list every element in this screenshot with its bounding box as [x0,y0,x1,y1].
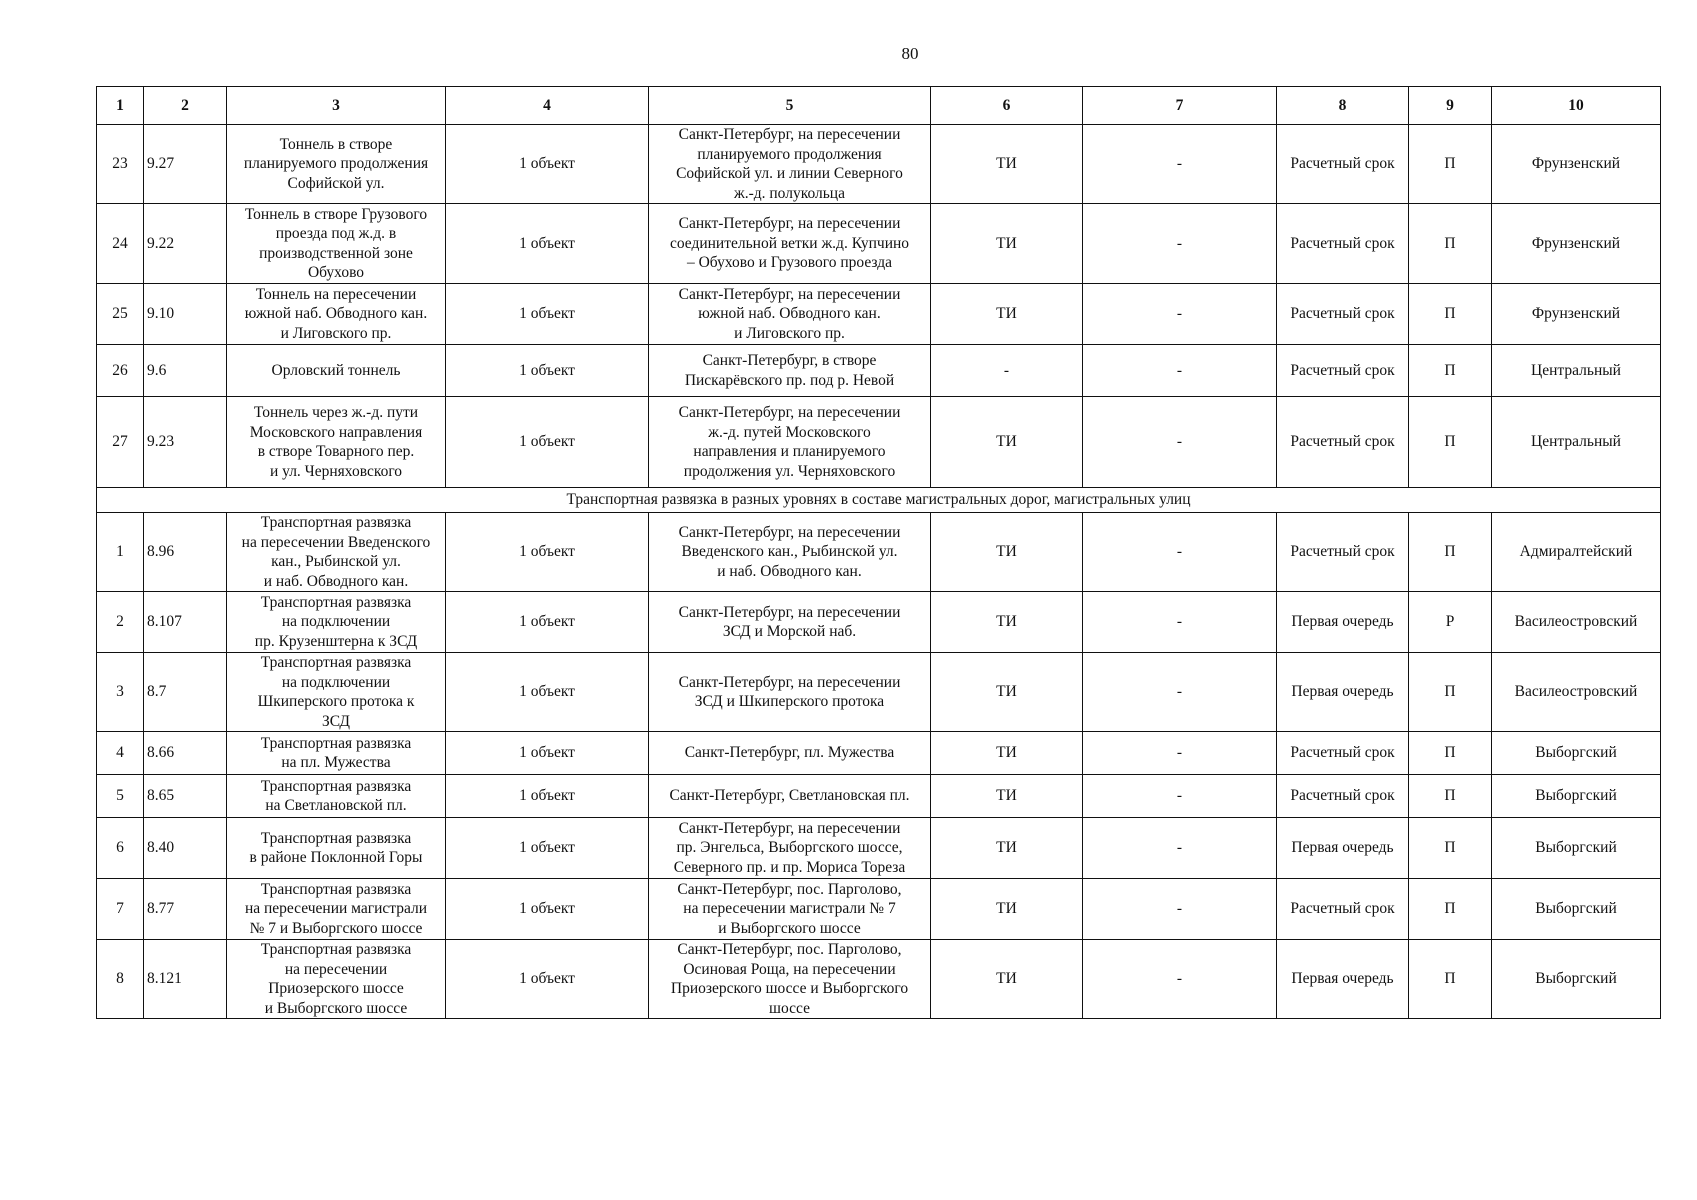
object-name-cell: Тоннель через ж.-д. пути Московского направления в створе Товарного пер. и ул. Черняховского [227,397,446,488]
district-cell: Центральный [1492,397,1661,488]
timeframe-cell: Первая очередь [1277,592,1409,653]
type-cell: - [931,345,1083,397]
column-header-1: 1 [97,87,144,125]
timeframe-cell: Расчетный срок [1277,345,1409,397]
timeframe-cell: Расчетный срок [1277,879,1409,940]
quantity-cell: 1 объект [446,653,649,732]
type-cell: ТИ [931,775,1083,818]
location-cell: Санкт-Петербург, на пересечении ЗСД и Морской наб. [649,592,931,653]
section-title: Транспортная развязка в разных уровнях в составе магистральных дорог, магистральных улиц [97,488,1661,513]
timeframe-cell: Первая очередь [1277,940,1409,1019]
object-name-cell: Транспортная развязка на пересечении магистрали № 7 и Выборгского шоссе [227,879,446,940]
status-cell: П [1409,513,1492,592]
objects-table [96,86,1661,1019]
table-row [97,204,1661,284]
object-code-cell: 8.65 [144,775,227,818]
location-cell: Санкт-Петербург, пос. Парголово, Осиновая Роща, на пересечении Приозерского шоссе и Выборгского шоссе [649,940,931,1019]
table-header-row [97,87,1661,125]
section-title-row [97,488,1661,513]
status-cell: П [1409,732,1492,775]
status-cell: П [1409,204,1492,284]
status-cell: П [1409,775,1492,818]
object-name-cell: Транспортная развязка на пересечении Приозерского шоссе и Выборгского шоссе [227,940,446,1019]
location-cell: Санкт-Петербург, на пересечении ж.-д. путей Московского направления и планируемого продолжения ул. Черняховского [649,397,931,488]
quantity-cell: 1 объект [446,125,649,204]
type-cell: ТИ [931,397,1083,488]
column-header-8: 8 [1277,87,1409,125]
object-code-cell: 9.6 [144,345,227,397]
status-cell: П [1409,345,1492,397]
column-7-value-cell: - [1083,284,1277,345]
quantity-cell: 1 объект [446,513,649,592]
timeframe-cell: Расчетный срок [1277,284,1409,345]
row-number-cell: 3 [97,653,144,732]
quantity-cell: 1 объект [446,284,649,345]
location-cell: Санкт-Петербург, на пересечении пр. Энгельса, Выборгского шоссе, Северного пр. и пр. Мориса Тореза [649,818,931,879]
column-7-value-cell: - [1083,125,1277,204]
table-row [97,125,1661,204]
object-code-cell: 8.121 [144,940,227,1019]
column-header-7: 7 [1083,87,1277,125]
table-row [97,653,1661,732]
type-cell: ТИ [931,879,1083,940]
object-code-cell: 9.27 [144,125,227,204]
district-cell: Выборгский [1492,775,1661,818]
status-cell: П [1409,879,1492,940]
location-cell: Санкт-Петербург, пос. Парголово, на пересечении магистрали № 7 и Выборгского шоссе [649,879,931,940]
column-7-value-cell: - [1083,513,1277,592]
table-row [97,513,1661,592]
column-header-10: 10 [1492,87,1661,125]
quantity-cell: 1 объект [446,879,649,940]
table-row [97,345,1661,397]
district-cell: Центральный [1492,345,1661,397]
quantity-cell: 1 объект [446,345,649,397]
row-number-cell: 7 [97,879,144,940]
object-name-cell: Орловский тоннель [227,345,446,397]
object-name-cell: Тоннель в створе планируемого продолжения Софийской ул. [227,125,446,204]
object-name-cell: Тоннель на пересечении южной наб. Обводного кан. и Лиговского пр. [227,284,446,345]
object-code-cell: 9.10 [144,284,227,345]
status-cell: Р [1409,592,1492,653]
status-cell: П [1409,397,1492,488]
type-cell: ТИ [931,513,1083,592]
quantity-cell: 1 объект [446,940,649,1019]
status-cell: П [1409,818,1492,879]
quantity-cell: 1 объект [446,775,649,818]
object-code-cell: 8.77 [144,879,227,940]
column-header-3: 3 [227,87,446,125]
district-cell: Василеостровский [1492,653,1661,732]
quantity-cell: 1 объект [446,397,649,488]
column-header-6: 6 [931,87,1083,125]
column-7-value-cell: - [1083,879,1277,940]
column-7-value-cell: - [1083,653,1277,732]
column-header-5: 5 [649,87,931,125]
type-cell: ТИ [931,732,1083,775]
object-name-cell: Транспортная развязка на пересечении Введенского кан., Рыбинской ул. и наб. Обводного кан. [227,513,446,592]
row-number-cell: 6 [97,818,144,879]
type-cell: ТИ [931,204,1083,284]
column-7-value-cell: - [1083,732,1277,775]
object-code-cell: 8.96 [144,513,227,592]
timeframe-cell: Первая очередь [1277,653,1409,732]
location-cell: Санкт-Петербург, Светлановская пл. [649,775,931,818]
row-number-cell: 1 [97,513,144,592]
timeframe-cell: Расчетный срок [1277,397,1409,488]
row-number-cell: 25 [97,284,144,345]
object-name-cell: Тоннель в створе Грузового проезда под ж.д. в производственной зоне Обухово [227,204,446,284]
table-row [97,397,1661,488]
type-cell: ТИ [931,592,1083,653]
object-name-cell: Транспортная развязка на Светлановской пл. [227,775,446,818]
row-number-cell: 2 [97,592,144,653]
table-row [97,732,1661,775]
location-cell: Санкт-Петербург, в створе Пискарёвского пр. под р. Невой [649,345,931,397]
object-code-cell: 8.107 [144,592,227,653]
object-name-cell: Транспортная развязка на пл. Мужества [227,732,446,775]
column-7-value-cell: - [1083,818,1277,879]
status-cell: П [1409,125,1492,204]
column-header-9: 9 [1409,87,1492,125]
column-7-value-cell: - [1083,775,1277,818]
type-cell: ТИ [931,818,1083,879]
location-cell: Санкт-Петербург, на пересечении южной наб. Обводного кан. и Лиговского пр. [649,284,931,345]
object-name-cell: Транспортная развязка в районе Поклонной Горы [227,818,446,879]
row-number-cell: 5 [97,775,144,818]
row-number-cell: 24 [97,204,144,284]
type-cell: ТИ [931,125,1083,204]
district-cell: Выборгский [1492,732,1661,775]
location-cell: Санкт-Петербург, на пересечении планируемого продолжения Софийской ул. и линии Северного ж.-д. полукольца [649,125,931,204]
row-number-cell: 8 [97,940,144,1019]
object-code-cell: 9.23 [144,397,227,488]
location-cell: Санкт-Петербург, на пересечении ЗСД и Шкиперского протока [649,653,931,732]
location-cell: Санкт-Петербург, пл. Мужества [649,732,931,775]
district-cell: Выборгский [1492,818,1661,879]
column-7-value-cell: - [1083,592,1277,653]
status-cell: П [1409,940,1492,1019]
quantity-cell: 1 объект [446,732,649,775]
quantity-cell: 1 объект [446,818,649,879]
location-cell: Санкт-Петербург, на пересечении соединительной ветки ж.д. Купчино – Обухово и Грузового проезда [649,204,931,284]
type-cell: ТИ [931,653,1083,732]
page-number: 80 [901,44,919,63]
table-row [97,818,1661,879]
object-code-cell: 8.40 [144,818,227,879]
quantity-cell: 1 объект [446,204,649,284]
object-name-cell: Транспортная развязка на подключении Шкиперского протока к ЗСД [227,653,446,732]
object-code-cell: 8.66 [144,732,227,775]
table-row [97,284,1661,345]
table-row [97,879,1661,940]
column-7-value-cell: - [1083,345,1277,397]
row-number-cell: 27 [97,397,144,488]
object-name-cell: Транспортная развязка на подключении пр. Крузенштерна к ЗСД [227,592,446,653]
object-code-cell: 8.7 [144,653,227,732]
timeframe-cell: Расчетный срок [1277,513,1409,592]
type-cell: ТИ [931,284,1083,345]
district-cell: Василеостровский [1492,592,1661,653]
table-body [97,125,1661,1019]
table-row [97,592,1661,653]
row-number-cell: 4 [97,732,144,775]
timeframe-cell: Расчетный срок [1277,732,1409,775]
timeframe-cell: Расчетный срок [1277,775,1409,818]
district-cell: Выборгский [1492,940,1661,1019]
location-cell: Санкт-Петербург, на пересечении Введенского кан., Рыбинской ул. и наб. Обводного кан. [649,513,931,592]
timeframe-cell: Первая очередь [1277,818,1409,879]
district-cell: Фрунзенский [1492,204,1661,284]
status-cell: П [1409,284,1492,345]
column-7-value-cell: - [1083,940,1277,1019]
district-cell: Выборгский [1492,879,1661,940]
column-7-value-cell: - [1083,397,1277,488]
object-code-cell: 9.22 [144,204,227,284]
table-row [97,775,1661,818]
type-cell: ТИ [931,940,1083,1019]
district-cell: Фрунзенский [1492,284,1661,345]
column-header-2: 2 [144,87,227,125]
row-number-cell: 26 [97,345,144,397]
column-header-4: 4 [446,87,649,125]
column-7-value-cell: - [1083,204,1277,284]
timeframe-cell: Расчетный срок [1277,125,1409,204]
district-cell: Фрунзенский [1492,125,1661,204]
table-row [97,940,1661,1019]
status-cell: П [1409,653,1492,732]
quantity-cell: 1 объект [446,592,649,653]
district-cell: Адмиралтейский [1492,513,1661,592]
row-number-cell: 23 [97,125,144,204]
timeframe-cell: Расчетный срок [1277,204,1409,284]
